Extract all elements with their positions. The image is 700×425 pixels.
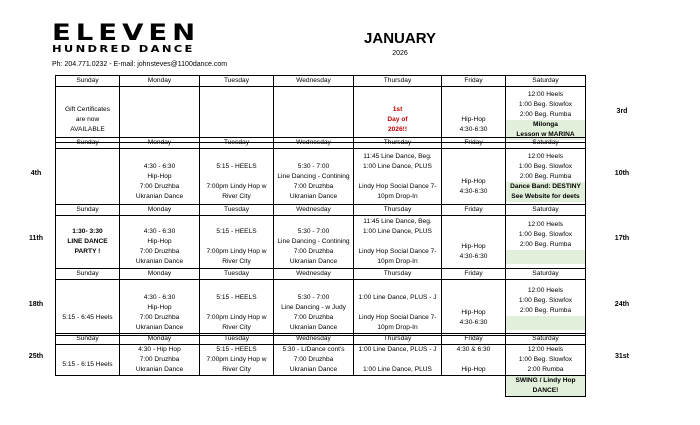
empty-cell [56, 376, 120, 397]
day-cell-friday [442, 87, 506, 143]
day-cell-tuesday [200, 149, 274, 205]
event-line [354, 172, 441, 182]
event-line: Milonga [506, 120, 585, 130]
week-end-date: 10th [614, 169, 630, 177]
day-cell-thursday [354, 280, 442, 336]
event-line: River City [222, 323, 251, 331]
event-line: Line Dancing - w Judy [281, 303, 346, 311]
event-line: 7:00 Druzhba [139, 313, 180, 321]
event-line: Ukranian Dance [289, 258, 338, 265]
event-line: are now [75, 115, 100, 123]
week-end-date: 31st [614, 353, 629, 360]
event-line: 1:00 Line Dance, PLUS [363, 366, 432, 373]
event-line: 2:00 Beg. Rumba [519, 306, 572, 314]
day-header-friday: Friday [442, 138, 506, 149]
week-table [55, 333, 586, 397]
event-line: 4:30-6:30 [459, 318, 488, 326]
event-line [56, 350, 119, 360]
event-line: 12:00 Heels [527, 221, 564, 228]
day-header-saturday: Saturday [506, 269, 586, 280]
empty-cell [200, 376, 274, 397]
event-line [120, 283, 199, 293]
event-line: 10pm Drop-In [377, 323, 418, 331]
day-header-tuesday: Tuesday [200, 138, 274, 149]
event-line: Gift Certificates [64, 105, 111, 113]
event-line: 11:45 Line Dance, Beg. [363, 218, 432, 225]
event-line: 4:30-6:30 [459, 253, 488, 260]
day-cell-sunday [56, 345, 120, 376]
event-line [274, 283, 353, 293]
event-line: Dance Band: DESTINY [506, 182, 585, 192]
event-line [442, 288, 505, 298]
event-line: 1:00 Line Dance, PLUS - J [358, 293, 437, 301]
event-line: 4:30 - 6:30 [143, 228, 176, 235]
day-header-saturday: Saturday [506, 76, 586, 87]
day-cell-thursday [354, 149, 442, 205]
event-line: Hip-Hop [461, 115, 486, 123]
event-line: 1:00 Beg. Slowfox [518, 356, 573, 363]
empty-cell [274, 376, 354, 397]
event-line: 5:15 - HEELS [216, 228, 257, 235]
event-line: 5:30 - 7:00 [297, 228, 330, 235]
day-cell-tuesday [200, 345, 274, 376]
event-line: AVAILABLE [70, 125, 105, 133]
event-line: 5:30 - L/Dance cont's [282, 346, 345, 353]
day-cell-friday [442, 216, 506, 269]
event-line: Ukranian Dance [135, 366, 184, 373]
day-cell-friday [442, 149, 506, 205]
day-header-friday: Friday [442, 205, 506, 216]
day-cell-wednesday [274, 216, 354, 269]
event-line: SWING / Lindy Hop [515, 377, 576, 384]
event-line: Lesson w MARINA [506, 130, 585, 140]
event-line: PARTY ! [74, 248, 101, 255]
swing-dance-note [506, 376, 586, 397]
event-line: 4:30 - 6:30 [143, 293, 176, 301]
event-line: 2:00 Beg. Rumba [519, 241, 572, 248]
event-line: Day of [387, 115, 408, 123]
event-line: 7:00 Druzhba [293, 248, 334, 255]
event-line: River City [222, 192, 251, 200]
week-table [55, 268, 586, 336]
day-header-saturday: Saturday [506, 334, 586, 345]
day-cell-monday [120, 87, 200, 143]
event-line [200, 217, 273, 227]
event-line: 5:15 - 6:15 Heels [62, 361, 113, 368]
day-header-sunday: Sunday [56, 205, 120, 216]
event-line: 5:30 - 7:00 [297, 293, 330, 301]
empty-cell [442, 376, 506, 397]
event-line: 12:00 Heels [527, 286, 564, 294]
event-line: 7:00 Druzhba [293, 182, 334, 190]
event-line: 2:00 Rumba [527, 366, 564, 373]
logo-line-1: ELEVEN [52, 21, 201, 46]
day-cell-monday [120, 280, 200, 336]
day-header-friday: Friday [442, 334, 506, 345]
event-line: 11:45 Line Dance, Beg. [363, 152, 432, 160]
day-cell-friday [442, 345, 506, 376]
event-line: 12:00 Heels [527, 152, 564, 160]
day-header-wednesday: Wednesday [274, 76, 354, 87]
day-header-tuesday: Tuesday [200, 205, 274, 216]
week-table [55, 204, 586, 269]
event-line: 1:00 Beg. Slowfox [518, 162, 573, 170]
day-header-monday: Monday [120, 76, 200, 87]
event-line: 1:00 Line Dance, PLUS [363, 162, 432, 170]
day-cell-tuesday [200, 280, 274, 336]
event-line: 5:15 - HEELS [216, 162, 257, 170]
event-line [56, 293, 119, 303]
day-cell-wednesday [274, 280, 354, 336]
event-line [442, 222, 505, 232]
event-line: 4:30 - 6:30 [143, 162, 176, 170]
day-cell-saturday [506, 87, 586, 143]
event-line [354, 237, 441, 247]
day-cell-thursday [354, 87, 442, 143]
event-line: Ukranian Dance [135, 192, 184, 200]
week-end-date: 17th [614, 235, 630, 242]
month-title: JANUARY [364, 30, 436, 47]
day-header-sunday: Sunday [56, 76, 120, 87]
week-table [55, 137, 586, 205]
event-line: 5:15 - HEELS [216, 346, 257, 353]
event-line [274, 217, 353, 227]
event-line [200, 152, 273, 162]
event-line: Ukranian Dance [289, 323, 338, 331]
day-header-wednesday: Wednesday [274, 269, 354, 280]
day-header-sunday: Sunday [56, 269, 120, 280]
day-header-sunday: Sunday [56, 138, 120, 149]
contact-info: Ph: 204.771.0232 - E-mail: johnsteves@1100dance.com [52, 61, 228, 68]
day-header-monday: Monday [120, 205, 200, 216]
day-header-tuesday: Tuesday [200, 334, 274, 345]
day-cell-monday [120, 149, 200, 205]
day-cell-wednesday [274, 149, 354, 205]
event-line [354, 303, 441, 313]
week-table [55, 75, 586, 143]
event-line: 7:00 Druzhba [139, 182, 180, 190]
day-cell-saturday [506, 149, 586, 205]
event-line: Hip-Hop [461, 177, 486, 185]
day-header-thursday: Thursday [354, 269, 442, 280]
empty-cell [120, 376, 200, 397]
event-line: 5:15 - HEELS [216, 293, 257, 301]
event-line: Ukranian Dance [135, 323, 184, 331]
event-line [442, 105, 505, 115]
event-line [200, 172, 273, 182]
event-line [442, 167, 505, 177]
day-header-saturday: Saturday [506, 205, 586, 216]
event-line: Hip-Hop [461, 243, 486, 250]
event-line: Ukranian Dance [135, 258, 184, 265]
event-line [200, 283, 273, 293]
event-line [120, 217, 199, 227]
event-line: 1:00 Line Dance, PLUS [363, 228, 432, 235]
event-line: DANCE! [532, 387, 559, 394]
event-line: Hip-Hop [147, 172, 172, 180]
event-line: 7:00 Druzhba [139, 356, 180, 363]
event-line: 10pm Drop-In [377, 192, 418, 200]
event-line: 4:30 & 6:30 [456, 346, 491, 353]
event-line: 1:00 Beg. Slowfox [518, 100, 573, 108]
event-line [442, 355, 505, 365]
week-start-date: 25th [28, 353, 44, 360]
event-line [120, 152, 199, 162]
day-cell-thursday [354, 216, 442, 269]
day-cell-sunday [56, 216, 120, 269]
day-header-thursday: Thursday [354, 334, 442, 345]
event-line: 12:00 Heels [527, 346, 564, 353]
event-line: Ukranian Dance [289, 192, 338, 200]
day-header-monday: Monday [120, 334, 200, 345]
event-line: 4:30 - Hip Hop [138, 346, 181, 353]
week-end-date: 3rd [616, 107, 628, 115]
day-cell-tuesday [200, 87, 274, 143]
event-line [200, 303, 273, 313]
day-header-wednesday: Wednesday [274, 334, 354, 345]
day-header-tuesday: Tuesday [200, 76, 274, 87]
event-line [442, 232, 505, 242]
day-header-tuesday: Tuesday [200, 269, 274, 280]
event-line: 1:00 Beg. Slowfox [518, 231, 573, 238]
day-cell-tuesday [200, 216, 274, 269]
event-line: Hip-Hop [461, 366, 486, 373]
event-line [354, 355, 441, 365]
event-line: 5:15 - 6:45 Heels [62, 313, 113, 321]
event-line [354, 283, 441, 293]
event-line: See Website for deets [506, 192, 585, 202]
event-line: 7:00pm Lindy Hop w [206, 356, 267, 363]
event-line: Lindy Hop Social Dance 7- [358, 248, 437, 255]
day-header-monday: Monday [120, 138, 200, 149]
event-line: 2:00 Beg. Rumba [519, 172, 572, 180]
event-line [442, 157, 505, 167]
event-line: 12:00 Heels [527, 90, 564, 98]
event-line: 7:00pm Lindy Hop w [206, 182, 267, 190]
event-line: 7:00 Druzhba [293, 356, 334, 363]
day-header-thursday: Thursday [354, 76, 442, 87]
event-line: Hip-Hop [147, 238, 172, 245]
empty-cell [354, 376, 442, 397]
event-line: 7:00 Druzhba [139, 248, 180, 255]
event-line: Ukranian Dance [289, 366, 338, 373]
studio-logo [52, 21, 212, 56]
day-header-monday: Monday [120, 269, 200, 280]
event-line [274, 152, 353, 162]
event-line [442, 298, 505, 308]
event-line: Hip-Hop [147, 303, 172, 311]
day-cell-monday [120, 216, 200, 269]
day-header-thursday: Thursday [354, 138, 442, 149]
event-line: 4:30-6:30 [459, 125, 488, 133]
event-line [442, 95, 505, 105]
day-header-saturday: Saturday [506, 138, 586, 149]
event-line: 7:00pm Lindy Hop w [206, 313, 267, 321]
day-cell-saturday [506, 345, 586, 376]
event-line: 7:00 Druzhba [293, 313, 334, 321]
event-line: 7:00pm Lindy Hop w [206, 248, 267, 255]
event-line: 1:30- 3:30 [72, 228, 103, 235]
day-header-wednesday: Wednesday [274, 205, 354, 216]
day-header-friday: Friday [442, 76, 506, 87]
day-cell-thursday [354, 345, 442, 376]
event-line: 2026!! [387, 125, 408, 133]
day-cell-monday [120, 345, 200, 376]
day-cell-sunday [56, 149, 120, 205]
event-line: Line Dancing - Contining [277, 172, 350, 180]
event-line [354, 95, 441, 105]
event-line [56, 95, 119, 105]
highlight-filler [506, 316, 585, 330]
day-cell-sunday [56, 280, 120, 336]
highlight-filler [506, 250, 585, 264]
day-header-wednesday: Wednesday [274, 138, 354, 149]
day-cell-friday [442, 280, 506, 336]
event-line: 1:00 Beg. Slowfox [518, 296, 573, 304]
logo-line-2: HUNDRED DANCE [52, 44, 195, 55]
event-line: 4:30-6:30 [459, 187, 488, 195]
event-line [200, 237, 273, 247]
year-label: 2026 [392, 50, 408, 57]
week-start-date: 4th [30, 169, 42, 177]
event-line: River City [222, 366, 251, 373]
day-header-sunday: Sunday [56, 334, 120, 345]
day-cell-saturday [506, 280, 586, 336]
day-cell-saturday [506, 216, 586, 269]
event-line: Lindy Hop Social Dance 7- [358, 313, 437, 321]
event-line: Lindy Hop Social Dance 7- [358, 182, 437, 190]
day-cell-sunday [56, 87, 120, 143]
day-header-friday: Friday [442, 269, 506, 280]
event-line [56, 303, 119, 313]
week-start-date: 18th [28, 300, 44, 308]
day-cell-wednesday [274, 87, 354, 143]
event-line: 10pm Drop-In [377, 258, 418, 265]
event-line: LINE DANCE [67, 238, 108, 245]
day-cell-wednesday [274, 345, 354, 376]
week-start-date: 11th [28, 235, 43, 242]
event-line: 1st [392, 105, 403, 113]
event-line: 5:30 - 7:00 [297, 162, 330, 170]
day-header-thursday: Thursday [354, 205, 442, 216]
week-end-date: 24th [614, 300, 630, 308]
event-line: 1:00 Line Dance, PLUS - J [358, 346, 437, 353]
event-line: Line Dancing - Contining [277, 238, 350, 245]
event-line: 2:00 Beg. Rumba [519, 110, 572, 118]
event-line: Hip-Hop [461, 308, 486, 316]
event-line: River City [222, 258, 251, 265]
